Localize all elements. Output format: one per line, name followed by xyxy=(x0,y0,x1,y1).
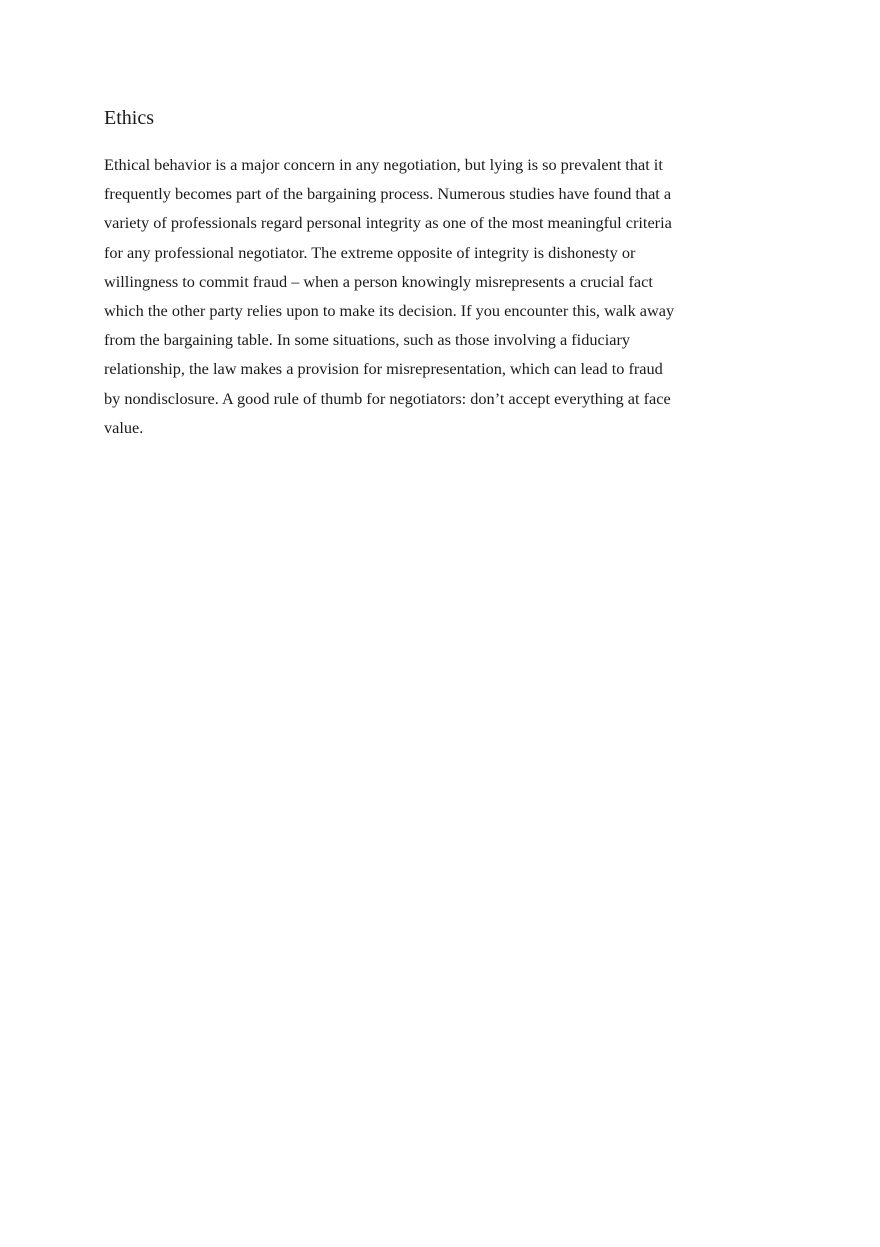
paragraph-line: by nondisclosure. A good rule of thumb for negotiators: don’t accept everything at face xyxy=(104,388,671,408)
paragraph-line: willingness to commit fraud – when a person knowingly misrepresents a crucial fact xyxy=(104,271,653,291)
paragraph-line: frequently becomes part of the bargaining process. Numerous studies have found that a xyxy=(104,184,672,204)
paragraph-line: relationship, the law makes a provision for misrepresentation, which can lead to fraud xyxy=(104,359,663,379)
paragraph-line: which the other party relies upon to make its decision. If you encounter this, walk away xyxy=(104,301,675,321)
body-paragraph xyxy=(104,150,724,442)
paragraph-line: value. xyxy=(104,417,144,437)
paragraph-line: variety of professionals regard personal integrity as one of the most meaningful criteria xyxy=(104,213,672,233)
paragraph-line: for any professional negotiator. The extreme opposite of integrity is dishonesty or xyxy=(104,242,636,262)
paragraph-line: Ethical behavior is a major concern in any negotiation, but lying is so prevalent that it xyxy=(104,155,663,174)
paragraph-line: from the bargaining table. In some situations, such as those involving a fiduciary xyxy=(104,330,631,350)
section-heading: Ethics xyxy=(104,107,154,129)
